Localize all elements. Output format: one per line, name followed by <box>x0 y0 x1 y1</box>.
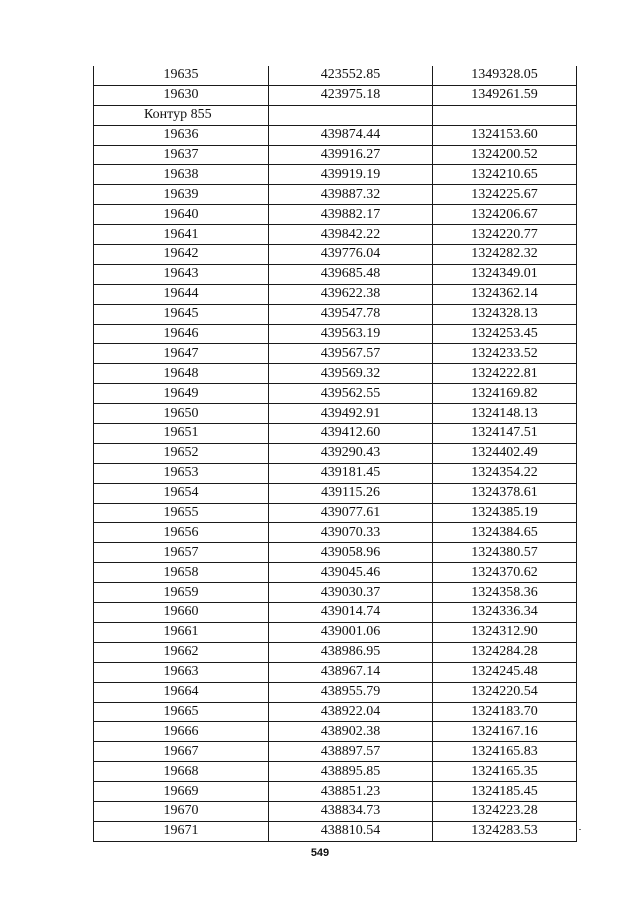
table-row <box>94 682 577 702</box>
x-coordinate-cell: 439014.74 <box>269 603 433 623</box>
x-coordinate-cell: 438967.14 <box>269 662 433 682</box>
table-row <box>94 125 577 145</box>
y-coordinate-cell: 1324349.01 <box>433 264 577 284</box>
x-coordinate-cell: 439569.32 <box>269 364 433 384</box>
table-row <box>94 404 577 424</box>
x-coordinate-cell: 439919.19 <box>269 165 433 185</box>
x-coordinate-cell: 439070.33 <box>269 523 433 543</box>
table-row <box>94 344 577 364</box>
point-number-cell: 19644 <box>94 284 269 304</box>
y-coordinate-cell: 1324354.22 <box>433 463 577 483</box>
x-coordinate-cell: 439887.32 <box>269 185 433 205</box>
table-row <box>94 742 577 762</box>
x-coordinate-cell: 423975.18 <box>269 85 433 105</box>
y-coordinate-cell: 1324147.51 <box>433 424 577 444</box>
y-coordinate-cell: 1324362.14 <box>433 284 577 304</box>
point-number-cell: 19671 <box>94 821 269 841</box>
y-coordinate-cell: 1324222.81 <box>433 364 577 384</box>
table-row <box>94 603 577 623</box>
x-coordinate-cell: 439567.57 <box>269 344 433 364</box>
table-row <box>94 364 577 384</box>
y-coordinate-cell: 1324206.67 <box>433 205 577 225</box>
contour-header-row <box>94 105 577 125</box>
y-coordinate-cell: 1324169.82 <box>433 384 577 404</box>
table-row <box>94 662 577 682</box>
point-number-cell: 19649 <box>94 384 269 404</box>
x-coordinate-cell: 423552.85 <box>269 66 433 85</box>
x-coordinate-cell: 438902.38 <box>269 722 433 742</box>
x-coordinate-cell: 439030.37 <box>269 583 433 603</box>
x-coordinate-cell: 439874.44 <box>269 125 433 145</box>
point-number-cell: 19642 <box>94 245 269 265</box>
point-number-cell: 19641 <box>94 225 269 245</box>
point-number-cell: 19650 <box>94 404 269 424</box>
table-row <box>94 85 577 105</box>
point-number-cell: 19647 <box>94 344 269 364</box>
y-coordinate-cell: 1324225.67 <box>433 185 577 205</box>
point-number-cell: 19646 <box>94 324 269 344</box>
y-coordinate-cell: 1324167.16 <box>433 722 577 742</box>
x-coordinate-cell: 439290.43 <box>269 443 433 463</box>
y-coordinate-cell: 1324165.83 <box>433 742 577 762</box>
point-number-cell: 19669 <box>94 782 269 802</box>
table-row <box>94 165 577 185</box>
x-coordinate-cell: 438897.57 <box>269 742 433 762</box>
table-row <box>94 264 577 284</box>
coordinates-table <box>93 66 577 842</box>
table-row <box>94 145 577 165</box>
x-coordinate-cell: 438986.95 <box>269 642 433 662</box>
y-coordinate-cell: 1324402.49 <box>433 443 577 463</box>
y-coordinate-cell: 1324380.57 <box>433 543 577 563</box>
x-coordinate-cell: 438834.73 <box>269 801 433 821</box>
y-coordinate-cell: 1324284.28 <box>433 642 577 662</box>
point-number-cell: 19656 <box>94 523 269 543</box>
table-row <box>94 245 577 265</box>
table-row <box>94 543 577 563</box>
point-number-cell: 19665 <box>94 702 269 722</box>
x-coordinate-cell: 439045.46 <box>269 563 433 583</box>
point-number-cell: 19655 <box>94 503 269 523</box>
table-row <box>94 304 577 324</box>
table-row <box>94 622 577 642</box>
y-coordinate-cell: 1324385.19 <box>433 503 577 523</box>
y-coordinate-cell: 1324245.48 <box>433 662 577 682</box>
table-row <box>94 66 577 85</box>
x-coordinate-cell: 439842.22 <box>269 225 433 245</box>
table-row <box>94 503 577 523</box>
page-number: 549 <box>310 847 330 859</box>
y-coordinate-cell: 1324233.52 <box>433 344 577 364</box>
point-number-cell: 19643 <box>94 264 269 284</box>
x-coordinate-cell: 439077.61 <box>269 503 433 523</box>
point-number-cell: 19639 <box>94 185 269 205</box>
point-number-cell: 19657 <box>94 543 269 563</box>
x-coordinate-cell: 439058.96 <box>269 543 433 563</box>
x-coordinate-cell: 438895.85 <box>269 762 433 782</box>
x-coordinate-cell: 439685.48 <box>269 264 433 284</box>
point-number-cell: 19660 <box>94 603 269 623</box>
y-coordinate-cell: 1324153.60 <box>433 125 577 145</box>
table-row <box>94 384 577 404</box>
point-number-cell: 19636 <box>94 125 269 145</box>
table-row <box>94 205 577 225</box>
y-coordinate-cell: 1324378.61 <box>433 483 577 503</box>
y-coordinate-cell: 1324220.54 <box>433 682 577 702</box>
point-number-cell: 19635 <box>94 66 269 85</box>
y-coordinate-cell: 1324282.32 <box>433 245 577 265</box>
x-coordinate-cell: 439492.91 <box>269 404 433 424</box>
point-number-cell: 19663 <box>94 662 269 682</box>
table-row <box>94 583 577 603</box>
y-coordinate-cell: 1324328.13 <box>433 304 577 324</box>
table-row <box>94 225 577 245</box>
y-coordinate-cell: 1324165.35 <box>433 762 577 782</box>
point-number-cell: 19670 <box>94 801 269 821</box>
x-coordinate-cell: 439115.26 <box>269 483 433 503</box>
point-number-cell: 19640 <box>94 205 269 225</box>
table-row <box>94 821 577 841</box>
x-coordinate-cell: 439547.78 <box>269 304 433 324</box>
x-coordinate-cell: 439412.60 <box>269 424 433 444</box>
y-coordinate-cell: 1324220.77 <box>433 225 577 245</box>
y-coordinate-cell: 1324148.13 <box>433 404 577 424</box>
point-number-cell: 19652 <box>94 443 269 463</box>
scan-speck <box>579 829 581 830</box>
table-row <box>94 424 577 444</box>
x-coordinate-cell: 439562.55 <box>269 384 433 404</box>
empty-cell <box>433 105 577 125</box>
table-row <box>94 463 577 483</box>
x-coordinate-cell: 438922.04 <box>269 702 433 722</box>
point-number-cell: 19659 <box>94 583 269 603</box>
table-row <box>94 185 577 205</box>
table-row <box>94 801 577 821</box>
y-coordinate-cell: 1324384.65 <box>433 523 577 543</box>
point-number-cell: 19662 <box>94 642 269 662</box>
x-coordinate-cell: 439882.17 <box>269 205 433 225</box>
point-number-cell: 19645 <box>94 304 269 324</box>
table-row <box>94 702 577 722</box>
point-number-cell: 19664 <box>94 682 269 702</box>
x-coordinate-cell: 438955.79 <box>269 682 433 702</box>
point-number-cell: 19654 <box>94 483 269 503</box>
point-number-cell: 19638 <box>94 165 269 185</box>
contour-label: Контур 855 <box>94 105 269 125</box>
y-coordinate-cell: 1324200.52 <box>433 145 577 165</box>
point-number-cell: 19651 <box>94 424 269 444</box>
table-row <box>94 782 577 802</box>
point-number-cell: 19653 <box>94 463 269 483</box>
coordinates-table-body <box>94 66 577 841</box>
table-row <box>94 523 577 543</box>
y-coordinate-cell: 1324210.65 <box>433 165 577 185</box>
table-row <box>94 284 577 304</box>
point-number-cell: 19648 <box>94 364 269 384</box>
point-number-cell: 19666 <box>94 722 269 742</box>
point-number-cell: 19658 <box>94 563 269 583</box>
empty-cell <box>269 105 433 125</box>
point-number-cell: 19668 <box>94 762 269 782</box>
y-coordinate-cell: 1324336.34 <box>433 603 577 623</box>
y-coordinate-cell: 1349328.05 <box>433 66 577 85</box>
y-coordinate-cell: 1324183.70 <box>433 702 577 722</box>
y-coordinate-cell: 1324283.53 <box>433 821 577 841</box>
x-coordinate-cell: 439181.45 <box>269 463 433 483</box>
y-coordinate-cell: 1324223.28 <box>433 801 577 821</box>
y-coordinate-cell: 1349261.59 <box>433 85 577 105</box>
table-row <box>94 324 577 344</box>
table-row <box>94 722 577 742</box>
x-coordinate-cell: 439622.38 <box>269 284 433 304</box>
y-coordinate-cell: 1324370.62 <box>433 563 577 583</box>
point-number-cell: 19661 <box>94 622 269 642</box>
y-coordinate-cell: 1324253.45 <box>433 324 577 344</box>
table-row <box>94 563 577 583</box>
x-coordinate-cell: 439916.27 <box>269 145 433 165</box>
point-number-cell: 19637 <box>94 145 269 165</box>
point-number-cell: 19667 <box>94 742 269 762</box>
table-row <box>94 642 577 662</box>
y-coordinate-cell: 1324358.36 <box>433 583 577 603</box>
y-coordinate-cell: 1324185.45 <box>433 782 577 802</box>
x-coordinate-cell: 439563.19 <box>269 324 433 344</box>
table-row <box>94 443 577 463</box>
x-coordinate-cell: 438851.23 <box>269 782 433 802</box>
table-row <box>94 483 577 503</box>
table-row <box>94 762 577 782</box>
x-coordinate-cell: 439001.06 <box>269 622 433 642</box>
y-coordinate-cell: 1324312.90 <box>433 622 577 642</box>
point-number-cell: 19630 <box>94 85 269 105</box>
x-coordinate-cell: 438810.54 <box>269 821 433 841</box>
x-coordinate-cell: 439776.04 <box>269 245 433 265</box>
